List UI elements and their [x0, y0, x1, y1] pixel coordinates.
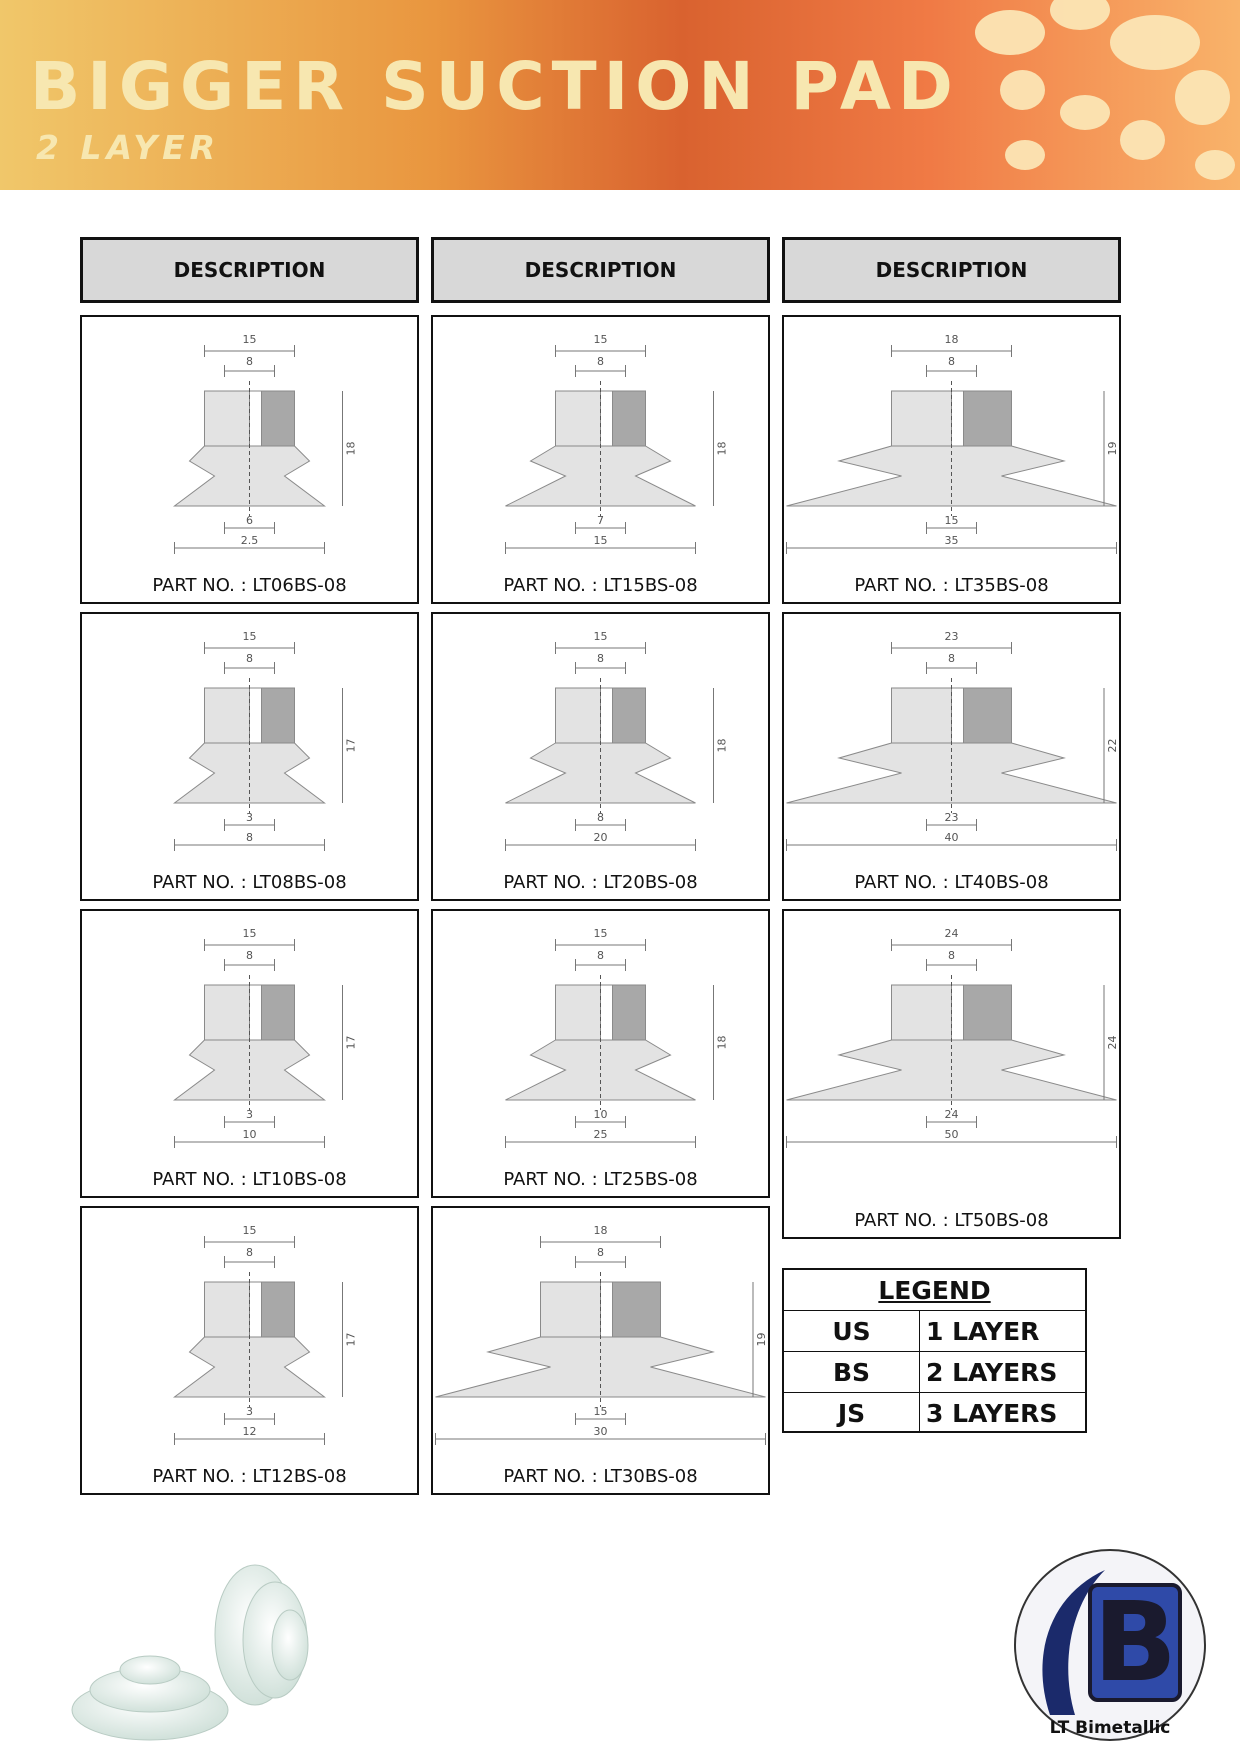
pad-bore [601, 391, 613, 446]
part-card [80, 315, 419, 604]
pad-bore [952, 688, 964, 743]
dimension-label: 15 [242, 630, 257, 643]
dimension-label: 10 [242, 1128, 257, 1141]
technical-drawing [433, 618, 768, 867]
part-card [431, 315, 770, 604]
product-photo [70, 1560, 330, 1750]
dimension-label: 15 [242, 333, 257, 346]
dimension-label: 18 [715, 738, 729, 753]
part-card [431, 1206, 770, 1495]
part-card [431, 612, 770, 901]
pad-body [556, 688, 601, 743]
decor-blob [1000, 70, 1045, 110]
dimension-label: 19 [755, 1332, 768, 1347]
dimension-label: 19 [1106, 441, 1119, 456]
part-number: PART NO. : LT15BS-08 [503, 575, 698, 596]
logo-text: LT Bimetallic [1049, 1718, 1171, 1738]
pad-body [205, 391, 250, 446]
pad-bore [250, 985, 262, 1040]
column-header-2: DESCRIPTION [431, 237, 770, 303]
technical-drawing [82, 618, 417, 867]
dimension-label: 15 [242, 927, 257, 940]
legend-title: LEGEND [784, 1270, 1085, 1311]
dimension-label: 18 [715, 1035, 729, 1050]
header-banner [0, 0, 1240, 190]
legend-code: BS [784, 1352, 920, 1392]
dimension-label: 18 [344, 441, 358, 456]
dimension-label: 8 [246, 652, 253, 665]
dimension-label: 6 [246, 514, 253, 527]
dimension-label: 3 [246, 1405, 253, 1418]
dimension-label: 7 [597, 514, 604, 527]
dimension-label: 24 [1106, 1035, 1119, 1050]
decor-blob [1060, 95, 1110, 130]
decor-blob [1120, 120, 1165, 160]
decor-blob [1195, 150, 1235, 180]
technical-drawing [784, 321, 1119, 570]
dimension-label: 24 [944, 1108, 959, 1121]
company-logo [1010, 1545, 1210, 1745]
legend-table [782, 1268, 1087, 1433]
part-number: PART NO. : LT35BS-08 [854, 575, 1049, 596]
dimension-label: 18 [593, 1224, 608, 1237]
part-number: PART NO. : LT08BS-08 [152, 872, 347, 893]
pad-bore [250, 391, 262, 446]
technical-drawing [433, 915, 768, 1164]
dimension-label: 3 [246, 811, 253, 824]
part-card [80, 612, 419, 901]
pad-body [205, 985, 250, 1040]
decor-blob [975, 10, 1045, 55]
legend-row [784, 1393, 1085, 1433]
dimension-label: 50 [944, 1128, 959, 1141]
technical-drawing [784, 618, 1119, 867]
dimension-label: 35 [944, 534, 959, 547]
pad-bore [952, 985, 964, 1040]
dimension-label: 22 [1106, 738, 1119, 753]
pad-body [205, 688, 250, 743]
pad-bore [601, 688, 613, 743]
dimension-label: 2.5 [240, 534, 259, 547]
pad-body [892, 391, 952, 446]
pad-body [556, 985, 601, 1040]
dimension-label: 8 [948, 949, 955, 962]
part-card [782, 909, 1121, 1239]
part-card [80, 1206, 419, 1495]
dimension-label: 15 [242, 1224, 257, 1237]
technical-drawing [82, 915, 417, 1164]
pad-bore [952, 391, 964, 446]
part-number: PART NO. : LT10BS-08 [152, 1169, 347, 1190]
part-number: PART NO. : LT30BS-08 [503, 1466, 698, 1487]
dimension-label: 8 [597, 355, 604, 368]
column-header-3: DESCRIPTION [782, 237, 1121, 303]
pad-body [556, 391, 601, 446]
page-subtitle: 2 LAYER [36, 128, 221, 167]
page-title: BIGGER SUCTION PAD [30, 48, 960, 125]
dimension-label: 17 [344, 1035, 358, 1050]
decor-blob [1005, 140, 1045, 170]
part-card [80, 909, 419, 1198]
dimension-label: 15 [593, 333, 608, 346]
technical-drawing [82, 321, 417, 570]
dimension-label: 24 [944, 927, 959, 940]
technical-drawing [433, 321, 768, 570]
dimension-label: 8 [597, 1246, 604, 1259]
part-card [782, 315, 1121, 604]
dimension-label: 8 [246, 355, 253, 368]
dimension-label: 20 [593, 831, 608, 844]
dimension-label: 8 [597, 811, 604, 824]
legend-desc: 2 LAYERS [926, 1358, 1058, 1387]
pad-body [541, 1282, 601, 1337]
pad-bore [601, 1282, 613, 1337]
part-number: PART NO. : LT12BS-08 [152, 1466, 347, 1487]
legend-row [784, 1352, 1085, 1393]
pad-body [892, 985, 952, 1040]
dimension-label: 18 [944, 333, 959, 346]
legend-row [784, 1311, 1085, 1352]
dimension-label: 8 [597, 949, 604, 962]
part-number: PART NO. : LT40BS-08 [854, 872, 1049, 893]
dimension-label: 15 [593, 1405, 608, 1418]
legend-desc: 1 LAYER [926, 1317, 1040, 1346]
dimension-label: 10 [593, 1108, 608, 1121]
part-number: PART NO. : LT06BS-08 [152, 575, 347, 596]
pad-bore [601, 985, 613, 1040]
dimension-label: 15 [593, 927, 608, 940]
decor-blob [1050, 0, 1110, 30]
pad-bore [250, 688, 262, 743]
pad-body [892, 688, 952, 743]
dimension-label: 8 [948, 355, 955, 368]
legend-code: US [784, 1311, 920, 1351]
pad-body [205, 1282, 250, 1337]
part-number: PART NO. : LT25BS-08 [503, 1169, 698, 1190]
dimension-label: 15 [593, 630, 608, 643]
legend-code: JS [784, 1393, 920, 1433]
dimension-label: 23 [944, 811, 959, 824]
dimension-label: 30 [593, 1425, 608, 1438]
part-card [431, 909, 770, 1198]
technical-drawing [433, 1212, 768, 1461]
decor-blob [1110, 15, 1200, 70]
part-number: PART NO. : LT20BS-08 [503, 872, 698, 893]
dimension-label: 8 [597, 652, 604, 665]
dimension-label: 8 [948, 652, 955, 665]
decor-blob [1175, 70, 1230, 125]
dimension-label: 8 [246, 949, 253, 962]
logo-letter: B [1093, 1578, 1177, 1706]
part-number: PART NO. : LT50BS-08 [854, 1210, 1049, 1231]
dimension-label: 18 [715, 441, 729, 456]
part-card [782, 612, 1121, 901]
dimension-label: 17 [344, 738, 358, 753]
dimension-label: 8 [246, 1246, 253, 1259]
dimension-label: 23 [944, 630, 959, 643]
dimension-label: 12 [242, 1425, 257, 1438]
dimension-label: 17 [344, 1332, 358, 1347]
dimension-label: 15 [593, 534, 608, 547]
column-header-1: DESCRIPTION [80, 237, 419, 303]
dimension-label: 25 [593, 1128, 608, 1141]
dimension-label: 8 [246, 831, 253, 844]
dimension-label: 3 [246, 1108, 253, 1121]
dimension-label: 40 [944, 831, 959, 844]
pad-bore [250, 1282, 262, 1337]
technical-drawing [784, 915, 1119, 1205]
dimension-label: 15 [944, 514, 959, 527]
legend-desc: 3 LAYERS [926, 1399, 1058, 1428]
technical-drawing [82, 1212, 417, 1461]
